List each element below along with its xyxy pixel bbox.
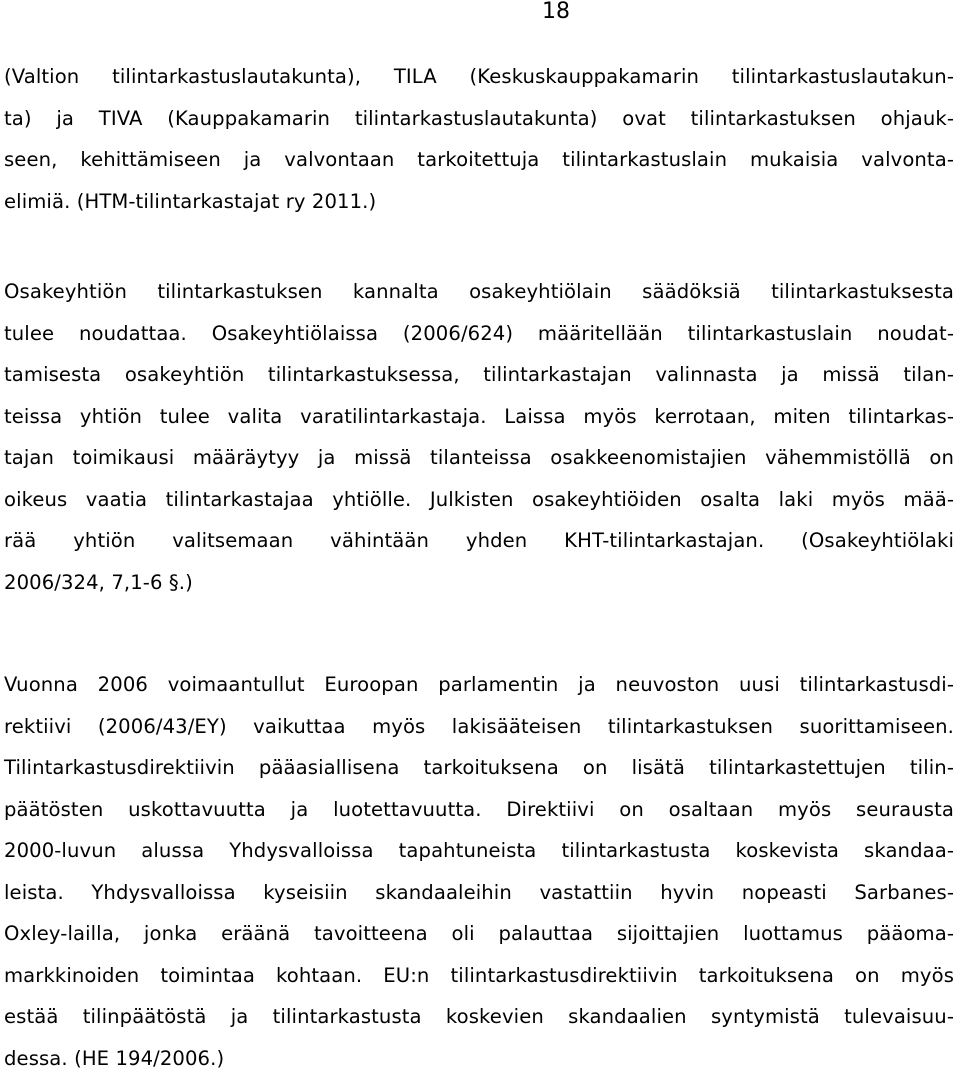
text-line: tajan toimikausi määräytyy ja missä tilanteissa osakkeenomistajien vähemmistöllä on [4, 446, 954, 469]
paragraph-3 [4, 664, 954, 1079]
text-line: seen, kehittämiseen ja valvontaan tarkoitettuja tilintarkastuslain mukaisia valvonta- [4, 148, 954, 171]
text-line: Osakeyhtiön tilintarkastuksen kannalta osakeyhtiölain säädöksiä tilintarkastuksesta [4, 280, 954, 303]
text-line: rektiivi (2006/43/EY) vaikuttaa myös lakisääteisen tilintarkastuksen suorittamiseen. [4, 714, 954, 738]
text-line: teissa yhtiön tulee valita varatilintarkastaja. Laissa myös kerrotaan, miten tilintarkas- [4, 404, 954, 428]
text-line: ta) ja TIVA (Kauppakamarin tilintarkastuslautakunta) ovat tilintarkastuksen ohjauk- [4, 106, 954, 130]
text-line: oikeus vaatia tilintarkastajaa yhtiölle. Julkisten osakeyhtiöiden osalta laki myös mää- [4, 487, 954, 511]
text-line: markkinoiden toimintaa kohtaan. EU:n tilintarkastusdirektiivin tarkoituksena on myös [4, 963, 954, 987]
text-line: 2000-luvun alussa Yhdysvalloissa tapahtuneista tilintarkastusta koskevista skandaa- [4, 839, 954, 862]
paragraph-1 [4, 56, 954, 222]
text-line: tulee noudattaa. Osakeyhtiölaissa (2006/624) määritellään tilintarkastuslain noudat- [4, 321, 954, 345]
text-line: Tilintarkastusdirektiivin pääasiallisena tarkoituksena on lisätä tilintarkastettujen tilin- [4, 756, 954, 779]
text-line: Oxley-lailla, jonka eräänä tavoitteena oli palauttaa sijoittajien luottamus pääoma- [4, 922, 954, 945]
text-line: rää yhtiön valitsemaan vähintään yhden KHT-tilintarkastajan. (Osakeyhtiölaki [4, 529, 954, 552]
text-line: tamisesta osakeyhtiön tilintarkastuksessa, tilintarkastajan valinnasta ja missä tilan- [4, 363, 954, 386]
text-line: leista. Yhdysvalloissa kyseisiin skandaaleihin vastattiin hyvin nopeasti Sarbanes- [4, 880, 954, 904]
page-number: 18 [542, 0, 570, 24]
text-line: estää tilinpäätöstä ja tilintarkastusta koskevien skandaalien syntymistä tulevaisuu- [4, 1005, 954, 1028]
text-line: (Valtion tilintarkastuslautakunta), TILA (Keskuskauppakamarin tilintarkastuslautakun- [4, 65, 954, 88]
text-line: 2006/324, 7,1-6 §.) [4, 570, 193, 594]
text-line: Vuonna 2006 voimaantullut Euroopan parlamentin ja neuvoston uusi tilintarkastusdi- [4, 673, 954, 696]
paragraph-2 [4, 271, 954, 603]
text-line: elimiä. (HTM-tilintarkastajat ry 2011.) [4, 189, 377, 213]
text-line: päätösten uskottavuutta ja luotettavuutta. Direktiivi on osaltaan myös seurausta [4, 797, 954, 821]
text-line: dessa. (HE 194/2006.) [4, 1046, 225, 1070]
